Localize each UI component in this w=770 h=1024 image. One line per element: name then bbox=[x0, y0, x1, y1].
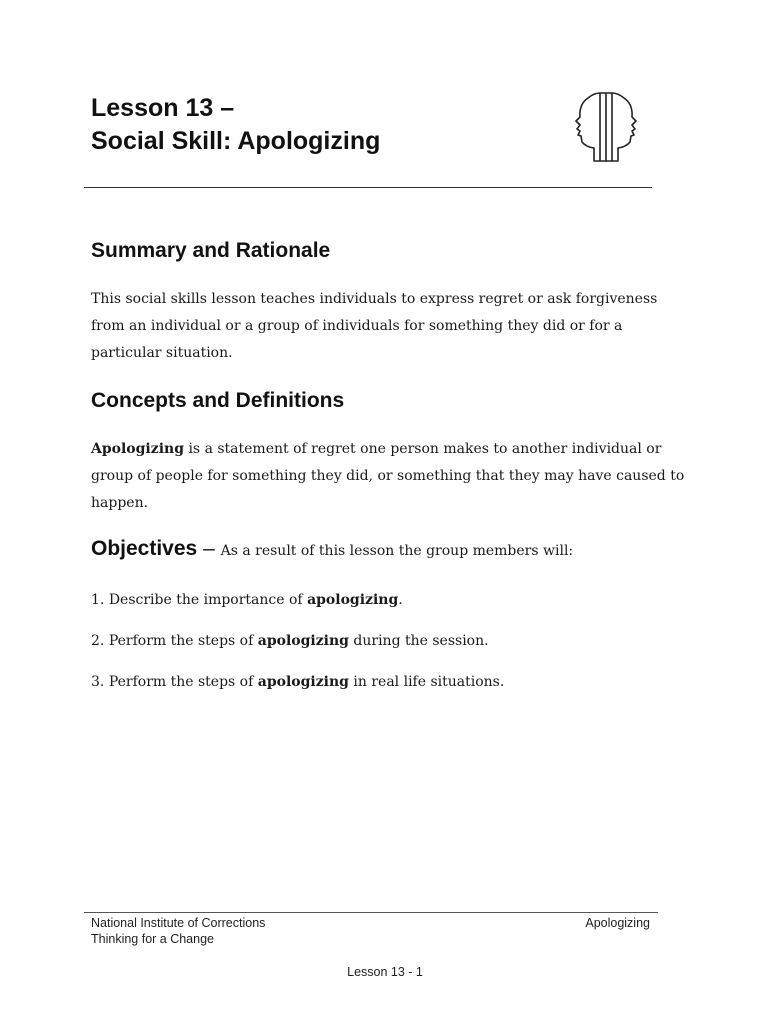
summary-text: This social skills lesson teaches individuals to express regret or ask forgiveness from an individual or a group of individuals for something they did or for a particular situation. bbox=[91, 291, 658, 361]
objectives-heading-line bbox=[91, 537, 573, 561]
concepts-text bbox=[91, 436, 691, 517]
list-item bbox=[91, 631, 504, 651]
item-text-end: during the session. bbox=[348, 633, 489, 649]
page-title bbox=[91, 92, 380, 158]
item-number: 2. bbox=[91, 633, 105, 649]
title-line-2: Social Skill: Apologizing bbox=[91, 127, 381, 155]
footer-org: National Institute of Corrections bbox=[91, 916, 266, 930]
concepts-heading: Concepts and Definitions bbox=[91, 389, 345, 412]
footer-divider bbox=[84, 912, 658, 913]
title-divider bbox=[84, 187, 652, 188]
concept-definition: is a statement of regret one person makes to another individual or group of people for something they did, or something that they may have caused to happen. bbox=[91, 441, 685, 511]
item-number: 3. bbox=[91, 674, 105, 690]
item-text: Perform the steps of bbox=[108, 633, 258, 649]
list-item bbox=[91, 672, 504, 692]
item-text-end: in real life situations. bbox=[348, 674, 505, 690]
page-number: Lesson 13 - 1 bbox=[347, 965, 423, 979]
summary-heading: Summary and Rationale bbox=[91, 239, 331, 262]
two-faces-icon bbox=[568, 90, 644, 164]
title-line-1: Lesson 13 – bbox=[91, 94, 235, 122]
objectives-dash: – bbox=[197, 537, 221, 560]
list-item bbox=[91, 590, 504, 610]
objectives-intro: As a result of this lesson the group members will: bbox=[220, 543, 574, 559]
item-bold-term: apologizing bbox=[257, 633, 349, 649]
item-text: Describe the importance of bbox=[108, 592, 308, 608]
footer-program: Thinking for a Change bbox=[91, 932, 214, 946]
concept-term: Apologizing bbox=[91, 441, 184, 457]
objectives-heading: Objectives bbox=[91, 537, 198, 560]
item-text: Perform the steps of bbox=[108, 674, 258, 690]
footer-topic: Apologizing bbox=[585, 916, 650, 930]
item-number: 1. bbox=[91, 592, 105, 608]
item-text-end: . bbox=[398, 592, 403, 608]
item-bold-term: apologizing bbox=[307, 592, 399, 608]
item-bold-term: apologizing bbox=[257, 674, 349, 690]
objectives-list bbox=[91, 590, 504, 713]
